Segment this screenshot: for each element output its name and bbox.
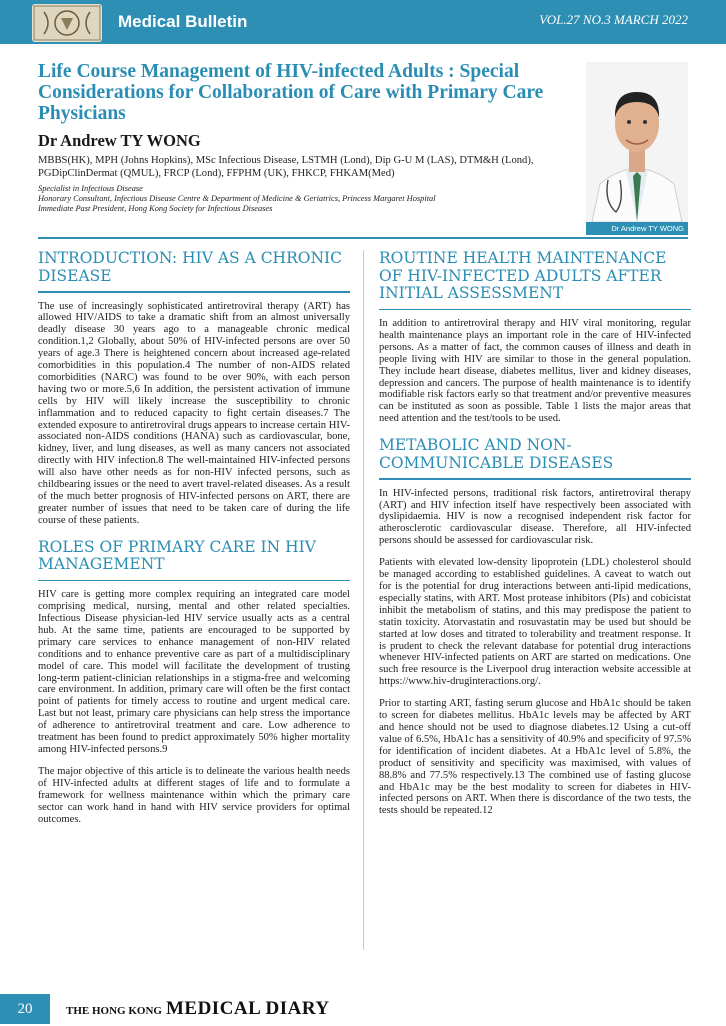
column-divider	[363, 250, 364, 950]
section-rule	[379, 478, 691, 480]
section-rule	[38, 291, 350, 293]
section-rule	[379, 309, 691, 311]
journal-brand	[66, 994, 330, 1024]
article-title: Life Course Management of HIV-infected Adults : Special Considerations for Collaboration of Care with Primary Care Physicians	[38, 61, 544, 124]
brand-name: MEDICAL DIARY	[165, 998, 330, 1019]
bulletin-title: Medical Bulletin	[118, 12, 248, 31]
bulletin-logo	[32, 4, 102, 42]
paragraph: In HIV-infected persons, traditional risk factors, antiretroviral therapy (ART) and HIV infection itself have respectively been associated with dyslipidaemia. HIV is now a recognised independent risk factor for atherosclerotic cardiovascular disease. Therefore, all HIV-infected persons should be assessed for cardiovascular risk.	[379, 487, 691, 547]
author-role: Immediate Past President, Hong Kong Society for Infectious Diseases	[38, 204, 273, 213]
author-roles	[38, 184, 583, 214]
page-number: 20	[0, 994, 50, 1024]
paragraph: Patients with elevated low-density lipoprotein (LDL) cholesterol should be managed according to established guidelines. A caveat to watch out for is the potential for drug interactions between anti-lipid medications, especially statins, with ART. Most protease inhibitors (PIs) and cobicistat inhibit the metabolism of statins, and this may predispose the patient to statin toxicity. Atorvastatin and rosuvastatin may be used but should be started at low doses and titrated to tolerability and treatment response. It is prudent to check the relevant database for potential drug interactions whenever HIV-infected patients on ART are started on medications. One such free resource is the Liverpool drug interaction website accessible at https://www.hiv-druginteractions.org/.	[379, 557, 691, 688]
section-heading: METABOLIC AND NON-COMMUNICABLE DISEASES	[379, 436, 614, 472]
section-heading: ROLES OF PRIMARY CARE IN HIV MANAGEMENT	[38, 537, 316, 574]
paragraph: HIV care is getting more complex requiring an integrated care model comprising medical, nursing, mental and other related specialties. Infectious Disease physician-led HIV service usually acts as a central hub. At the same time, patients are encouraged to be supported by primary care services to enhance management of non-HIV related conditions and to enhance preventive care as part of a multidisciplinary model of care. This model will facilitate the development of trusting long-term patient-clinician relationships in a stigma-free and welcoming care environment. In addition, primary care will often be the first contact point of patients for timely access to routine and urgent medical care. Last but not least, primary care physicians can help stress the importance of adherence to antiretroviral treatment and care. Low adherence to treatment has been found to predict approximately 50% higher mortality among HIV-infected persons.9	[38, 589, 350, 755]
section-heading: INTRODUCTION: HIV AS A CHRONIC DISEASE	[38, 249, 342, 285]
right-column	[379, 250, 691, 827]
photo-caption: Dr Andrew TY WONG	[586, 222, 688, 235]
author-role: Specialist in Infectious Disease	[38, 184, 143, 193]
paragraph: Prior to starting ART, fasting serum glucose and HbA1c should be taken to screen for diabetes mellitus. HbA1c levels may be affected by ART and hence should not be used to diagnose diabetes.12 Using a cut-off value of 6.5%, HbA1c has a sensitivity of 40.9% and specificity of 97.5% for identification of incident diabetes. At a HbA1c level of 5.8%, the product of sensitivity and specificity was maximised, with values of 88.8% and 77.5% respectively.13 The combined use of fasting glucose and HbA1c may be the best modality to screen for diabetes in HIV-infected persons on ART. When there is discordance of the two tests, the tests should be repeated.12	[379, 698, 691, 817]
left-column	[38, 250, 350, 835]
brand-prefix: THE HONG KONG	[66, 1005, 162, 1017]
section-heading: ROUTINE HEALTH MAINTENANCE OF HIV-INFECTED ADULTS AFTER INITIAL ASSESSMENT	[379, 249, 667, 302]
author-role: Honorary Consultant, Infectious Disease Centre & Department of Medicine & Geriatrics, Princess Margaret Hospital	[38, 194, 436, 203]
paragraph: The use of increasingly sophisticated antiretroviral therapy (ART) has allowed HIV/AIDS to take a dramatic shift from an almost universally deadly disease 30 years ago to a manageable chronic medical condition.1,2 Globally, about 50% of HIV-infected persons are over 50 years of age.3 There is heightened concern about increased age-related comorbidities in this population.4 The number of non-AIDS related comorbidities (NARC) was found to be over 90%, with each person having two or more.5,6 In addition, the persistent activation of immune cells by HIV will likely increase the susceptibility to chronic inflammation and to reduced capacity to fight certain diseases.7 The extended exposure to antiretroviral drugs appears to increase certain HIV-associated non-AIDS conditions (HANA) such as cardiovascular, bone, kidney, liver, and lung diseases, as well as many cancers not associated directly with HIV infection.8 The well-maintained HIV-infected persons will also have other needs as for non-HIV infected persons, such as childbearing issues or the need to avert travel-related diseases. As a result of the much better prognosis of HIV-infected persons on ART, there are greater number of issues that need to be taken care of during the life course of these patients.	[38, 300, 350, 526]
header-divider	[38, 237, 688, 239]
author-qualifications: MBBS(HK), MPH (Johns Hopkins), MSc Infectious Disease, LSTMH (Lond), Dip G-U M (LAS), DTM&H (Lond), PGDipClinDermat (QMUL), FRCP (Lond), FFPHM (UK), FHKCP, FHKAM(Med)	[38, 155, 534, 179]
paragraph: In addition to antiretroviral therapy and HIV viral monitoring, regular health maintenance plays an important role in the care of HIV-infected persons. As a matter of fact, the common causes of illness and death in people living with HIV are similar to those in the general population. They include heart disease, diabetes mellitus, liver and kidney diseases, depression and cancers. The purpose of health maintenance is to identify modifiable risk factors early so that treatment and/or preventive measures can be instituted as soon as possible. Table 1 lists the major areas that need attention and the test/tools to be used.	[379, 318, 691, 425]
section-rule	[38, 580, 350, 582]
author-name: Dr Andrew TY WONG	[38, 131, 201, 150]
volume-issue: VOL.27 NO.3 MARCH 2022	[539, 12, 688, 27]
author-photo	[586, 62, 688, 222]
paragraph: The major objective of this article is to delineate the various health needs of HIV-infected adults at different stages of life and to formulate a framework for wellness maintenance within which the primary care sector can work hand in hand with HIV service providers for optimal outcomes.	[38, 765, 350, 825]
